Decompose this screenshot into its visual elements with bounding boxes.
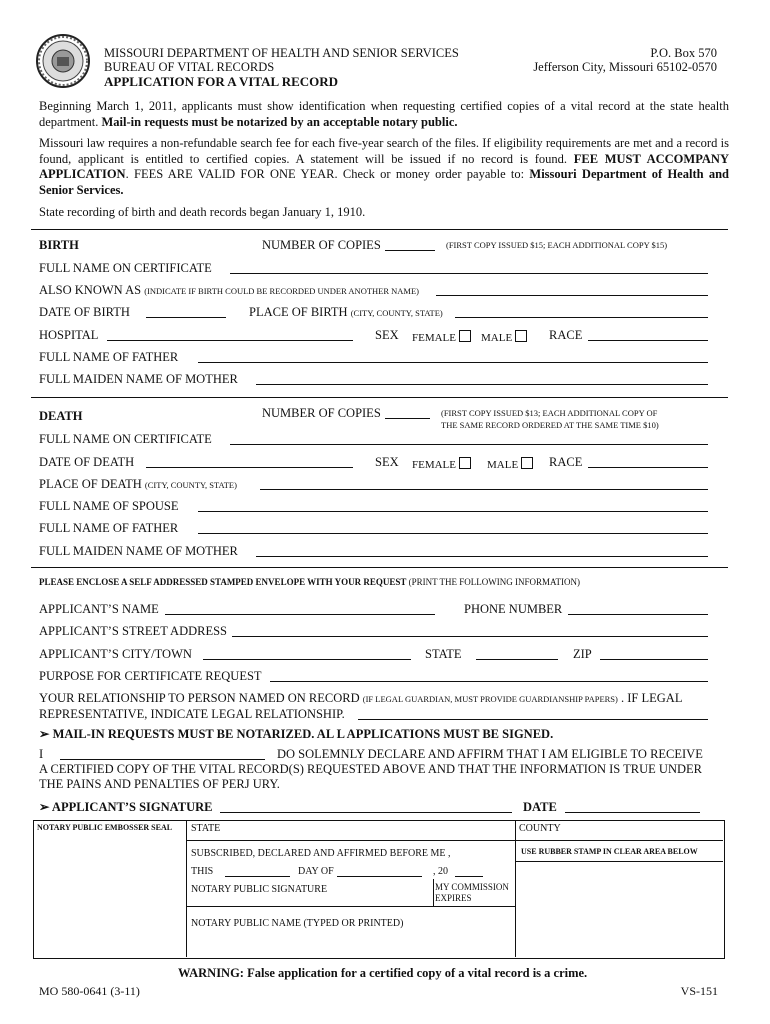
day-of-label: DAY OF	[298, 866, 334, 877]
birth-place-label: PLACE OF BIRTH (CITY, COUNTY, STATE)	[249, 305, 443, 319]
embosser-seal-label: NOTARY PUBLIC EMBOSSER SEAL	[37, 823, 173, 832]
notary-county-label: COUNTY	[519, 823, 561, 834]
death-full-name-label: FULL NAME ON CERTIFICATE	[39, 432, 212, 446]
death-place-field[interactable]	[260, 489, 708, 490]
death-sex-label: SEX	[375, 455, 399, 469]
notary-name-label: NOTARY PUBLIC NAME (TYPED OR PRINTED)	[191, 918, 404, 929]
death-date-label: DATE OF DEATH	[39, 455, 135, 469]
checkbox-icon[interactable]	[515, 330, 527, 342]
purpose-label: PURPOSE FOR CERTIFICATE REQUEST	[39, 669, 262, 683]
signature-field[interactable]	[220, 812, 512, 813]
street-address-label: APPLICANT’S STREET ADDRESS	[39, 624, 227, 638]
death-female-option[interactable]: FEMALE	[412, 457, 471, 471]
commission-label-2: EXPIRES	[435, 893, 472, 903]
death-full-name-field[interactable]	[230, 444, 708, 445]
death-father-label: FULL NAME OF FATHER	[39, 521, 179, 535]
declaration-line-3: THE PAINS AND PENALTIES OF PERJ URY.	[39, 777, 280, 791]
birth-copies-field[interactable]	[385, 250, 435, 251]
birth-mother-label: FULL MAIDEN NAME OF MOTHER	[39, 372, 238, 386]
fee-notice: Missouri law requires a non-refundable search fee for each five-year search of the files. If eligibility requirements are met and a record is found, applicant is entitled to certified copies. A statement will be issued if no record is found. FEE MUST ACCOMPANY APPLICATION. FEES ARE VALID FOR ONE YEAR. Check or money order payable to: Missouri Department of Health and Senior Services.	[39, 136, 729, 197]
death-place-label: PLACE OF DEATH (CITY, COUNTY, STATE)	[39, 477, 237, 491]
mail-in-notice: ➢ MAIL-IN REQUESTS MUST BE NOTARIZED. AL L APPLICATIONS MUST BE SIGNED.	[39, 727, 554, 741]
envelope-instruction: PLEASE ENCLOSE A SELF ADDRESSED STAMPED ENVELOPE WITH YOUR REQUEST (PRINT THE FOLLOWING INFORMATION)	[39, 577, 581, 587]
applicant-name-field[interactable]	[165, 614, 435, 615]
commission-label-1: MY COMMISSION	[435, 882, 509, 892]
birth-mother-field[interactable]	[256, 384, 708, 385]
birth-father-label: FULL NAME OF FATHER	[39, 350, 179, 364]
legal-relationship-field[interactable]	[358, 719, 708, 720]
phone-field[interactable]	[568, 614, 708, 615]
death-mother-field[interactable]	[256, 556, 708, 557]
divider	[31, 397, 728, 398]
rubber-stamp-label: USE RUBBER STAMP IN CLEAR AREA BELOW	[521, 847, 698, 856]
date-label: DATE	[523, 800, 557, 814]
birth-race-label: RACE	[549, 328, 583, 342]
month-field[interactable]	[337, 876, 422, 877]
purpose-field[interactable]	[270, 681, 708, 682]
recording-start-note: State recording of birth and death records began January 1, 1910.	[39, 205, 366, 219]
death-heading: DEATH	[39, 409, 83, 423]
declaration-line-1: DO SOLEMNLY DECLARE AND AFFIRM THAT I AM ELIGIBLE TO RECEIVE	[277, 747, 703, 761]
city-label: APPLICANT’S CITY/TOWN	[39, 647, 192, 661]
hospital-label: HOSPITAL	[39, 328, 99, 342]
birth-fee-note: (FIRST COPY ISSUED $15; EACH ADDITIONAL COPY $15)	[446, 240, 668, 250]
death-copies-label: NUMBER OF COPIES	[262, 406, 381, 420]
death-father-field[interactable]	[198, 533, 708, 534]
death-race-label: RACE	[549, 455, 583, 469]
notary-signature-label: NOTARY PUBLIC SIGNATURE	[191, 884, 328, 895]
birth-date-label: DATE OF BIRTH	[39, 305, 130, 319]
birth-place-field[interactable]	[455, 317, 708, 318]
phone-label: PHONE NUMBER	[464, 602, 563, 616]
relationship-label: YOUR RELATIONSHIP TO PERSON NAMED ON RECORD (IF LEGAL GUARDIAN, MUST PROVIDE GUARDIANSHIP PAPERS) . IF LEGAL	[39, 691, 683, 705]
notary-state-label: STATE	[191, 823, 221, 834]
declaration-i: I	[39, 747, 44, 761]
zip-label: ZIP	[573, 647, 592, 661]
declarant-name-field[interactable]	[60, 759, 265, 760]
day-field[interactable]	[225, 876, 290, 877]
subscribed-label: SUBSCRIBED, DECLARED AND AFFIRMED BEFORE ME ,	[191, 848, 451, 859]
divider	[31, 229, 728, 230]
date-field[interactable]	[565, 812, 700, 813]
death-fee-note-1: (FIRST COPY ISSUED $13; EACH ADDITIONAL COPY OF	[441, 408, 658, 418]
death-date-field[interactable]	[146, 467, 353, 468]
death-fee-note-2: THE SAME RECORD ORDERED AT THE SAME TIME $10)	[441, 420, 659, 430]
form-number: MO 580-0641 (3-11)	[39, 984, 140, 998]
state-label: STATE	[425, 647, 462, 661]
vs-number: VS-151	[680, 984, 718, 998]
birth-male-option[interactable]: MALE	[481, 330, 527, 344]
death-copies-field[interactable]	[385, 418, 430, 419]
city-field[interactable]	[203, 659, 411, 660]
spouse-field[interactable]	[198, 511, 708, 512]
birth-date-field[interactable]	[146, 317, 226, 318]
birth-race-field[interactable]	[588, 340, 708, 341]
warning-text: WARNING: False application for a certified copy of a vital record is a crime.	[178, 966, 588, 980]
divider	[186, 906, 515, 907]
bureau-name: BUREAU OF VITAL RECORDS	[104, 60, 275, 74]
birth-female-option[interactable]: FEMALE	[412, 330, 471, 344]
legal-relationship-label: REPRESENTATIVE, INDICATE LEGAL RELATIONSHIP.	[39, 707, 345, 721]
birth-full-name-field[interactable]	[230, 273, 708, 274]
checkbox-icon[interactable]	[459, 330, 471, 342]
signature-label: ➢ APPLICANT’S SIGNATURE	[39, 800, 213, 814]
year-label: , 20	[433, 866, 448, 877]
arrow-icon: ➢	[39, 800, 50, 814]
identification-notice: Beginning March 1, 2011, applicants must show identification when requesting certified copies of a vital record at the state health department. Mail-in requests must be notarized by an acceptable notary public.	[39, 99, 729, 129]
birth-copies-label: NUMBER OF COPIES	[262, 238, 381, 252]
death-race-field[interactable]	[588, 467, 708, 468]
divider	[31, 567, 728, 568]
street-address-field[interactable]	[232, 636, 708, 637]
divider	[433, 879, 434, 906]
birth-heading: BIRTH	[39, 238, 79, 252]
form-title: APPLICATION FOR A VITAL RECORD	[104, 74, 339, 89]
spouse-label: FULL NAME OF SPOUSE	[39, 499, 179, 513]
hospital-field[interactable]	[107, 340, 353, 341]
birth-sex-label: SEX	[375, 328, 399, 342]
department-name: MISSOURI DEPARTMENT OF HEALTH AND SENIOR SERVICES	[104, 46, 459, 60]
arrow-icon: ➢	[39, 727, 50, 741]
birth-aka-field[interactable]	[436, 295, 708, 296]
checkbox-icon[interactable]	[459, 457, 471, 469]
divider	[186, 840, 723, 841]
death-male-option[interactable]: MALE	[487, 457, 533, 471]
zip-field[interactable]	[600, 659, 708, 660]
applicant-name-label: APPLICANT’S NAME	[39, 602, 159, 616]
birth-father-field[interactable]	[198, 362, 708, 363]
divider	[515, 861, 723, 862]
birth-aka-label: ALSO KNOWN AS (INDICATE IF BIRTH COULD BE RECORDED UNDER ANOTHER NAME)	[39, 283, 420, 297]
birth-full-name-label: FULL NAME ON CERTIFICATE	[39, 261, 212, 275]
declaration-line-2: A CERTIFIED COPY OF THE VITAL RECORD(S) REQUESTED ABOVE AND THAT THE INFORMATION IS TRUE UNDER	[39, 762, 702, 776]
po-box: P.O. Box 570	[650, 46, 717, 60]
state-field[interactable]	[476, 659, 558, 660]
city-address: Jefferson City, Missouri 65102-0570	[533, 60, 717, 74]
year-field[interactable]	[455, 876, 483, 877]
missouri-seal-icon	[35, 33, 91, 89]
death-mother-label: FULL MAIDEN NAME OF MOTHER	[39, 544, 238, 558]
this-label: THIS	[191, 866, 214, 877]
checkbox-icon[interactable]	[521, 457, 533, 469]
